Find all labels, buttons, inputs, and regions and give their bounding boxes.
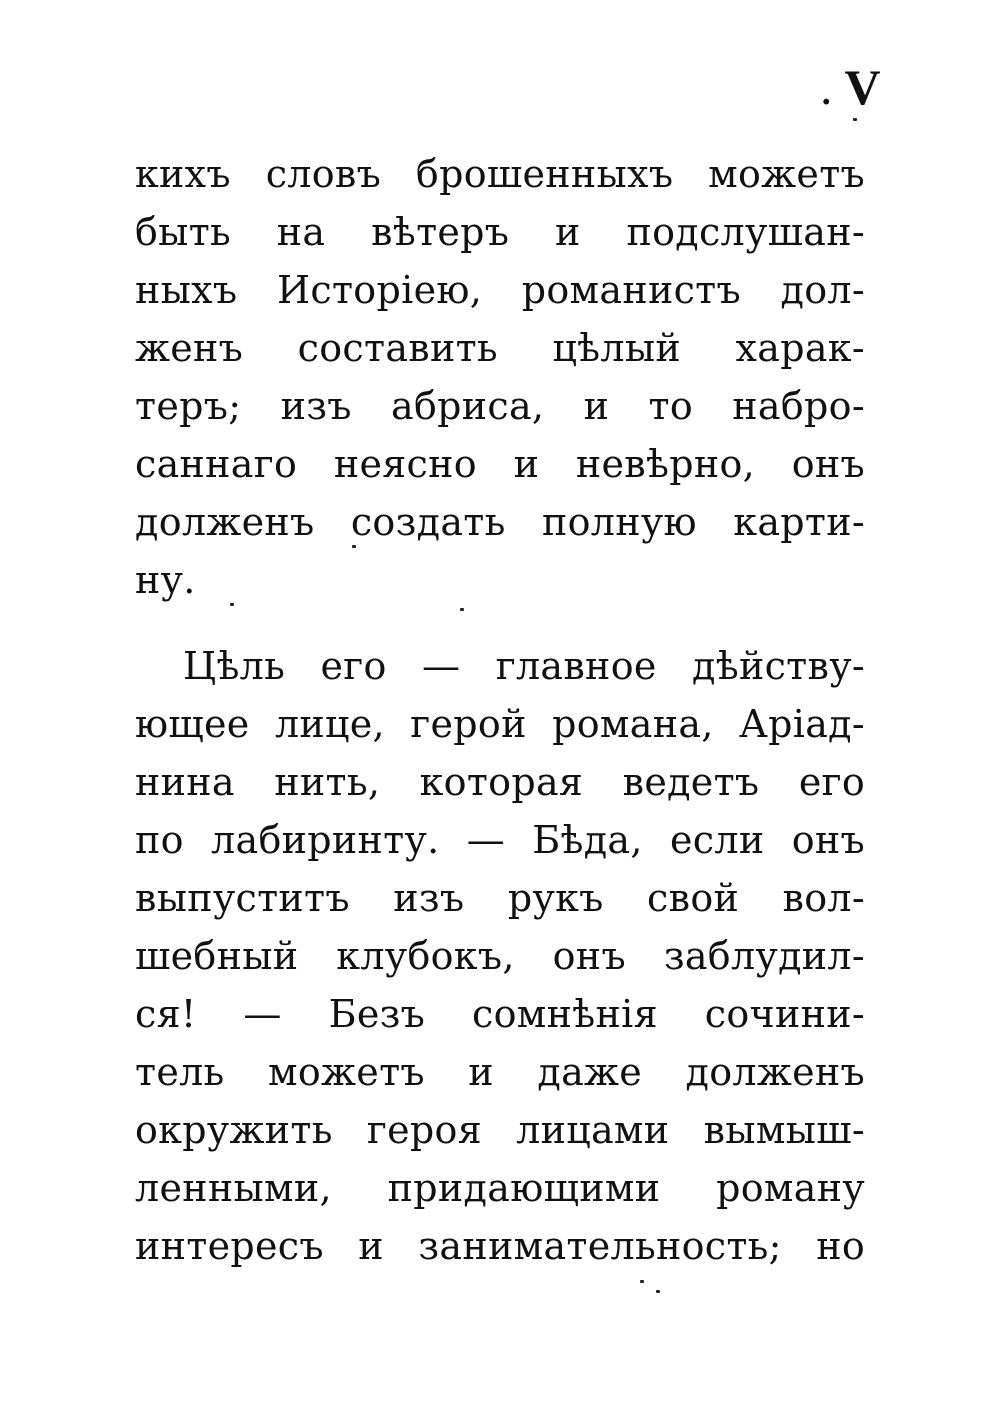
paragraph-2 [135,637,865,1275]
text-line: тель можетъ и даже долженъ [135,1050,865,1094]
paragraph-1 [135,145,865,609]
page-number-roman: V [844,59,881,115]
text-line: шебный клубокъ, онъ заблудил- [135,934,865,978]
text-line: долженъ создать полную карти- [135,500,865,544]
text-line: ныхъ Исторіею, романистъ дол- [135,268,865,312]
page-number-dot: . [820,59,833,115]
text-line: женъ составить цѣлый харак- [135,326,865,370]
print-speck [460,608,464,611]
text-line: интересъ и занимательность; но [135,1224,865,1268]
text-line: выпуститъ изъ рукъ свой вол- [135,876,865,920]
print-speck [352,545,356,548]
print-speck [230,603,234,606]
text-line: ющее лице, герой романа, Аріад- [135,702,865,746]
page-number [820,59,881,115]
text-line: саннаго неясно и невѣрно, онъ [135,442,865,486]
text-line: теръ; изъ абриса, и то набро- [135,384,865,428]
text-line: быть на вѣтеръ и подслушан- [135,210,865,254]
text-line: окружить героя лицами вымыш- [135,1108,865,1152]
text-line: ся! — Безъ сомнѣнія сочини- [135,992,865,1036]
text-line: нина нить, которая ведетъ его [135,760,865,804]
print-speck [656,1290,660,1293]
text-line: Цѣль его — главное дѣйству- [183,644,865,688]
print-speck [640,1280,644,1283]
text-line: по лабиринту. — Бѣда, если онъ [135,818,865,862]
text-line: ну. [135,558,196,602]
text-line: ленными, придающими роману [135,1166,865,1210]
print-speck [853,118,857,121]
text-line: кихъ словъ брошенныхъ можетъ [135,152,865,196]
